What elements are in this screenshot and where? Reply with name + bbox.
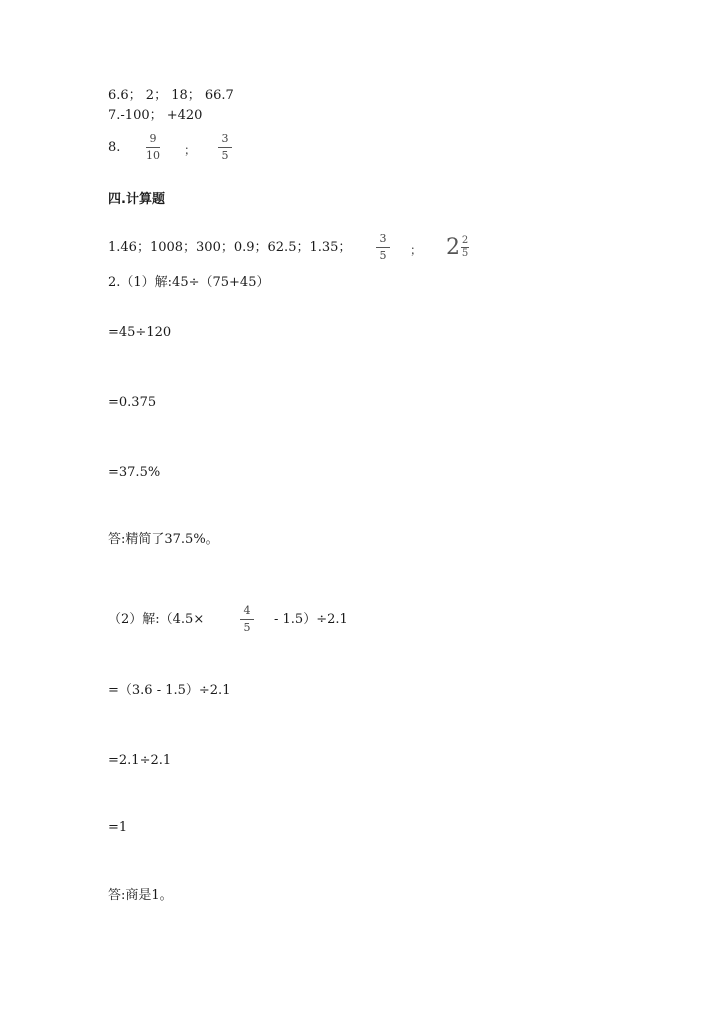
fraction-four-fifths — [240, 605, 254, 634]
q2-part1-step2: =0.375 — [108, 395, 157, 410]
mixed-fraction — [461, 236, 469, 259]
q2-part1-step3: =37.5% — [108, 465, 161, 480]
fraction-nine-tenths — [146, 133, 160, 162]
fraction-denominator: 5 — [379, 249, 387, 262]
fraction-denominator: 5 — [461, 248, 469, 259]
q2-part1-step1: =45÷120 — [108, 325, 172, 340]
fraction-bar — [218, 147, 232, 148]
separator: ； — [410, 243, 423, 257]
separator: ； — [184, 143, 197, 157]
answer-line-6: 6.6； 2； 18； 66.7 — [108, 88, 234, 103]
fraction-denominator: 5 — [243, 621, 251, 634]
answer-line-8-label: 8. — [108, 140, 121, 155]
fraction-bar — [240, 619, 254, 620]
section-heading: 四.计算题 — [108, 192, 165, 207]
fraction-denominator: 10 — [146, 149, 160, 162]
q2-part2-step1: =（3.6 - 1.5）÷2.1 — [108, 683, 231, 698]
mixed-whole: 2 — [446, 234, 460, 260]
q2-part2-intro-b: - 1.5）÷2.1 — [274, 612, 348, 627]
q2-part2-answer: 答:商是1。 — [108, 888, 173, 903]
q2-part2-step2: =2.1÷2.1 — [108, 753, 172, 768]
fraction-numerator: 9 — [149, 132, 157, 145]
mixed-number — [446, 236, 469, 259]
fraction-numerator: 3 — [379, 232, 387, 245]
q2-part2-step3: =1 — [108, 820, 128, 835]
q2-part1-intro: 2.（1）解:45÷（75+45） — [108, 275, 270, 290]
fraction-numerator: 3 — [221, 132, 229, 145]
fraction-bar — [376, 247, 390, 248]
fraction-numerator: 4 — [243, 604, 251, 617]
q2-part2-intro-a: （2）解:（4.5× — [108, 612, 205, 627]
fraction-bar — [146, 147, 160, 148]
fraction-denominator: 5 — [221, 149, 229, 162]
fraction-numerator: 2 — [461, 235, 469, 246]
q2-part1-answer: 答:精简了37.5%。 — [108, 532, 219, 547]
fraction-three-fifths — [218, 133, 232, 162]
q1-answer-text: 1.46；1008；300；0.9；62.5；1.35； — [108, 240, 352, 255]
answer-line-7: 7.-100； +420 — [108, 108, 203, 123]
fraction-three-fifths — [376, 233, 390, 262]
